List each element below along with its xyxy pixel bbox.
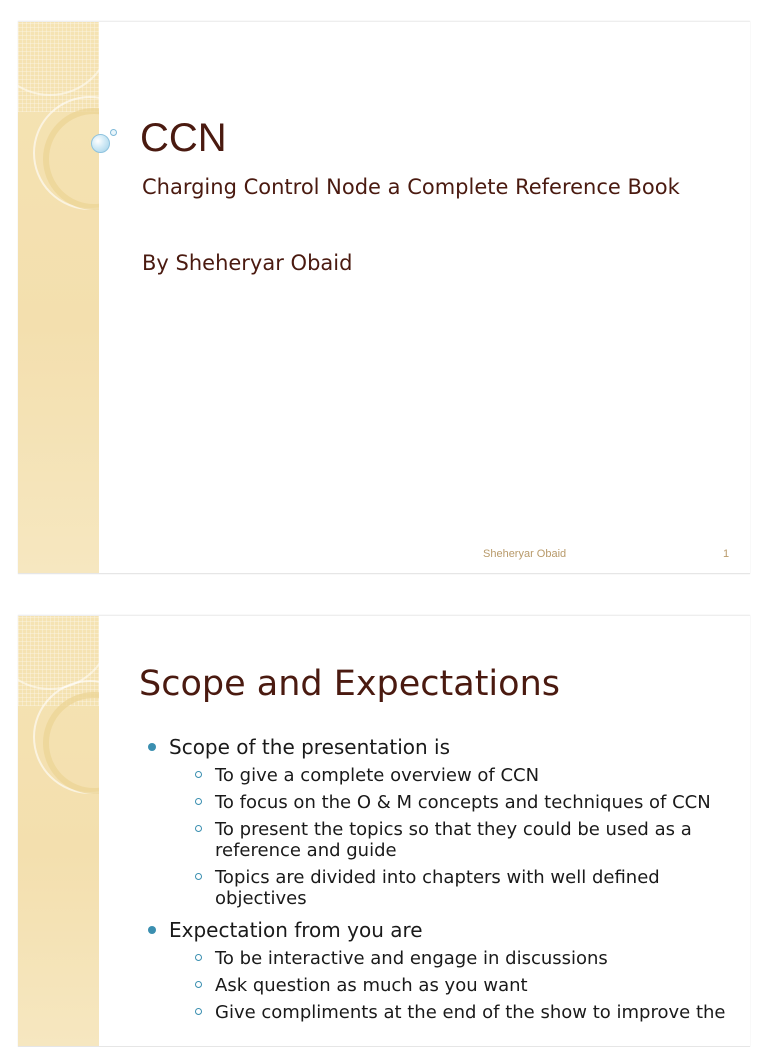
sub-bullet-icon xyxy=(195,771,202,778)
list-item xyxy=(145,915,745,1023)
list-item xyxy=(169,867,735,909)
sub-bullet-text: To give a complete overview of CCN xyxy=(215,765,540,786)
list-item xyxy=(169,792,735,813)
list-item xyxy=(169,948,735,969)
sub-bullet-text: Ask question as much as you want xyxy=(215,975,528,996)
sub-bullet-icon xyxy=(195,798,202,805)
sub-bullet-text: Give compliments at the end of the show to improve the xyxy=(215,1002,726,1023)
sub-bullet-text: To focus on the O & M concepts and techniques of CCN xyxy=(215,792,711,813)
slide-1-byline: By Sheheryar Obaid xyxy=(142,251,353,275)
slide-2-title: Scope and Expectations xyxy=(139,664,560,704)
sub-bullet-icon xyxy=(195,1008,202,1015)
bullet-dot-icon xyxy=(148,743,156,751)
sub-bullet-icon xyxy=(195,825,202,832)
slide-1-title: CCN xyxy=(140,116,227,160)
sub-bullet-text: To be interactive and engage in discussions xyxy=(215,948,608,969)
slide-1-subtitle: Charging Control Node a Complete Reference Book xyxy=(142,175,680,199)
slide-1-footer-author: Sheheryar Obaid xyxy=(483,548,567,560)
slide-1 xyxy=(18,21,750,574)
sub-bullet-icon xyxy=(195,873,202,880)
decorative-side-band xyxy=(18,616,99,1046)
bullet-list xyxy=(145,732,745,1029)
list-item xyxy=(169,819,735,861)
sub-bullet-text: Topics are divided into chapters with well defined objectives xyxy=(215,867,660,909)
bullet-text: Scope of the presentation is xyxy=(169,735,451,759)
sub-bullet-icon xyxy=(195,981,202,988)
slide-2 xyxy=(18,615,750,1047)
sub-bullet-text: To present the topics so that they could be used as a reference and guide xyxy=(215,819,692,861)
bullet-text: Expectation from you are xyxy=(169,918,423,942)
sub-bullet-list xyxy=(169,765,745,909)
decorative-side-band xyxy=(18,22,99,573)
bullet-dot-icon xyxy=(148,926,156,934)
bubble-large-icon xyxy=(91,134,110,153)
sub-bullet-icon xyxy=(195,954,202,961)
list-item xyxy=(145,732,745,909)
bubble-small-icon xyxy=(110,129,117,136)
list-item xyxy=(169,975,735,996)
list-item xyxy=(169,1002,735,1023)
list-item xyxy=(169,765,735,786)
slide-1-page-number: 1 xyxy=(723,548,730,560)
sub-bullet-list xyxy=(169,948,745,1023)
